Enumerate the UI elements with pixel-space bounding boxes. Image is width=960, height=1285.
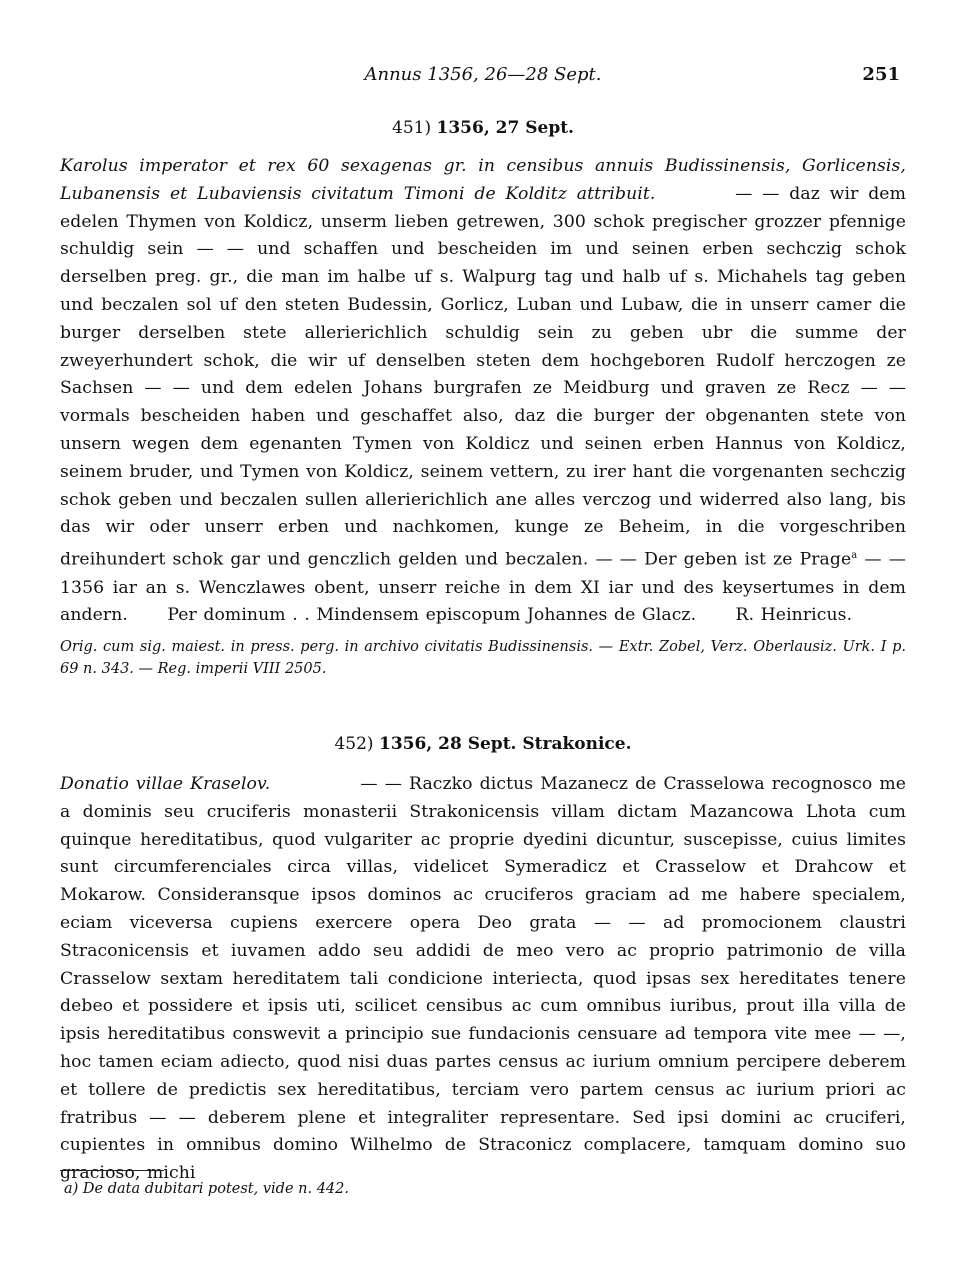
doc-text-end: — — 1356 iar an s. Wenczlawes obent, unserr reiche in dem XI iar und des keysertumes in dem andern.	[60, 549, 907, 626]
document-451	[60, 117, 906, 680]
running-title: Annus 1356, 26—28 Sept.	[364, 64, 602, 85]
doc-body-452	[60, 771, 906, 1188]
footnote-marker: a)	[64, 1181, 79, 1197]
doc-heading-451	[60, 117, 906, 139]
doc-heading-452	[60, 733, 906, 755]
footnote	[64, 1181, 349, 1197]
document-452	[60, 733, 906, 1188]
footnote-text: De data dubitari potest, vide n. 442.	[82, 1181, 349, 1197]
doc-date: 1356, 28 Sept. Strakonice.	[378, 734, 632, 754]
doc-signature: Per dominum . . Mindensem episcopum Johannes de Glacz.	[167, 605, 697, 626]
footnote-rule	[60, 1170, 164, 1171]
doc-registrar: R. Heinricus.	[735, 605, 853, 626]
running-head	[60, 64, 906, 88]
source-note-451: Orig. cum sig. maiest. in press. perg. in archivo civitatis Budissinensis. — Extr. Zobel, Verz. Oberlausiz. Urk. I p. 69 n. 343. — Reg. imperii VIII 2505.	[60, 639, 906, 678]
doc-body-451	[60, 153, 906, 630]
doc-number: 451)	[392, 118, 432, 138]
doc-date: 1356, 27 Sept.	[436, 118, 574, 138]
page-number: 251	[862, 64, 900, 85]
footnote-ref: a	[851, 550, 858, 562]
doc-text: — — daz wir dem edelen Thymen von Koldicz, unserm lieben getrewen, 300 schok pregischer grozzer pfennige schuldig sein — — und schaffen und bescheiden im und seinen erben sechczig schok derselben preg. gr., die man im halbe uf s. Walpurg tag und halb uf s. Michahels tag geben und beczalen sol uf den steten Budessin, Gorlicz, Luban und Lubaw, die in unserr camer die burger derselben stete allerierichlich schuldig sein zu geben ubr die summe der zweyerhundert schok, die wir uf denselben steten dem hochgeboren Rudolf herczogen ze Sachsen — — und dem edelen Johans burgrafen ze Meidburg und graven ze Recz — — vormals bescheiden haben und geschaffet also, daz die burger der obgenanten stete von unsern wegen dem egenanten Tymen von Koldicz und seinen erben Hannus von Koldicz, seinem bruder, und Tymen von Koldicz, seinem vettern, zu irer hant die vorgenanten sechczig schok geben und beczalen sullen allerierichlich ane alles verczog und widerred also lang, bis das wir oder unserr erben und nachkomen, kunge ze Beheim, in die vorgeschriben dreihundert schok gar und genczlich gelden und beczalen. — — Der geben ist ze Prage	[60, 183, 906, 570]
doc-summary: Donatio villae Kraselov.	[60, 774, 271, 794]
doc-number: 452)	[334, 734, 374, 754]
doc-summary: Karolus imperator et rex 60 sexagenas gr. in censibus annuis Budissinensis, Gorlicensis, Lubanensis et Lubaviensis civitatum Timoni de Kolditz attribuit.	[60, 156, 906, 204]
doc-text: — — Raczko dictus Mazanecz de Crasselowa recognosco me a dominis seu cruciferis monasterii Strakonicensis villam dictam Mazancowa Lhota cum quinque hereditatibus, quod vulgariter ac proprie dyedini dicuntur, suscepisse, cuius limites sunt circumferenciales circa villas, videlicet Symeradicz et Crasselow et Drahcow et Mokarow. Consideransque ipsos dominos ac cruciferos graciam ad me habere specialem, eciam viceversa cupiens exercere opera Deo grata — — ad promocionem claustri Straconicensis et iuvamen addo seu addidi de meo vero ac proprio patrimonio de villa Crasselow sextam hereditatem tali condicione interiecta, quod ipsas sex hereditates tenere debeo et possidere et ipsis uti, scilicet censibus ac cum omnibus iuribus, prout illa villa de ipsis hereditatibus conswevit a principio sue fundacionis censuare ad tempora vite mee — —, hoc tamen eciam adiecto, quod nisi duas partes census ac iurium omnium percipere deberem et tollere de predictis sex hereditatibus, terciam vero partem census ac iurium priori ac fratribus — — deberem plene et integraliter representare. Sed ipsi domini ac cruciferi, cupientes in omnibus domino Wilhelmo de Straconicz complacere, tamquam domino suo gracioso, michi	[60, 774, 906, 1184]
